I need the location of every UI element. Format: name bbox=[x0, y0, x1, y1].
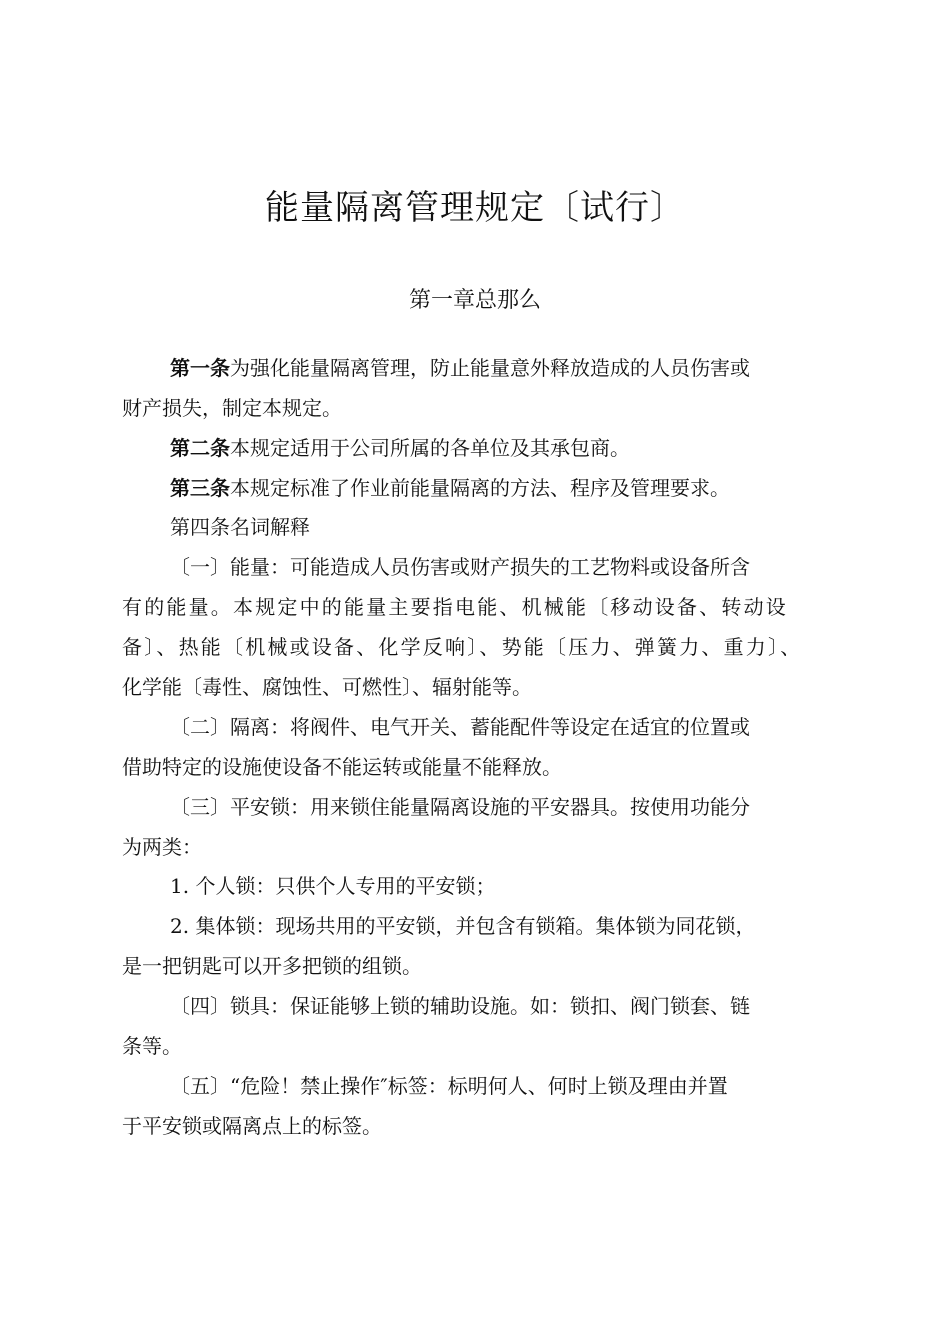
chapter-heading: 第一章总那么 bbox=[408, 288, 541, 313]
article-2-label: 第二条 bbox=[170, 436, 230, 460]
document-title: 能量隔离管理规定〔试行〕 bbox=[265, 188, 685, 228]
definition-1-line-3: 备〕、热能〔机械或设备、化学反响〕、势能〔压力、弹簧力、重力〕、 bbox=[122, 635, 803, 659]
article-2-text: 本规定适用于公司所属的各单位及其承包商。 bbox=[230, 436, 630, 460]
article-1-text: 为强化能量隔离管理，防止能量意外释放造成的人员伤害或 bbox=[230, 356, 750, 380]
definition-5-line-2: 于平安锁或隔离点上的标签。 bbox=[122, 1114, 382, 1138]
definition-4-line-1: 〔四〕锁具：保证能够上锁的辅助设施。如：锁扣、阀门锁套、链 bbox=[170, 994, 750, 1018]
definition-4-line-2: 条等。 bbox=[122, 1034, 182, 1058]
definition-1-line-2: 有的能量。本规定中的能量主要指电能、机械能〔移动设备、转动设 bbox=[122, 595, 788, 619]
definition-2-line-1: 〔二〕隔离：将阀件、电气开关、蓄能配件等设定在适宜的位置或 bbox=[170, 715, 750, 739]
definition-3-line-1: 〔三〕平安锁：用来锁住能量隔离设施的平安器具。按使用功能分 bbox=[170, 795, 750, 819]
definition-1-line-1: 〔一〕能量：可能造成人员伤害或财产损失的工艺物料或设备所含 bbox=[170, 555, 750, 579]
definition-1-line-4: 化学能〔毒性、腐蚀性、可燃性〕、辐射能等。 bbox=[122, 675, 532, 699]
article-4 bbox=[170, 513, 310, 541]
article-3 bbox=[170, 474, 730, 502]
definition-2-line-2: 借助特定的设施使设备不能运转或能量不能释放。 bbox=[122, 755, 562, 779]
definition-3-line-2: 为两类： bbox=[122, 835, 202, 859]
article-2 bbox=[170, 434, 630, 462]
definition-5-line-1: 〔五〕“危险！禁止操作″标签：标明何人、何时上锁及理由并置 bbox=[170, 1074, 728, 1098]
article-1-label: 第一条 bbox=[170, 356, 230, 380]
definition-3-item-2-line-2: 是一把钥匙可以开多把锁的组锁。 bbox=[122, 954, 422, 978]
article-4-text: 名词解释 bbox=[230, 515, 310, 539]
article-1-line-1 bbox=[170, 354, 750, 382]
article-4-label: 第四条 bbox=[170, 515, 230, 539]
definition-3-item-2-line-1: 2. 集体锁：现场共用的平安锁，并包含有锁箱。集体锁为同花锁， bbox=[170, 914, 756, 938]
definition-3-item-1: 1. 个人锁：只供个人专用的平安锁； bbox=[170, 874, 496, 898]
article-3-label: 第三条 bbox=[170, 476, 230, 500]
article-1-line-2: 财产损失，制定本规定。 bbox=[122, 396, 342, 420]
article-3-text: 本规定标准了作业前能量隔离的方法、程序及管理要求。 bbox=[230, 476, 730, 500]
